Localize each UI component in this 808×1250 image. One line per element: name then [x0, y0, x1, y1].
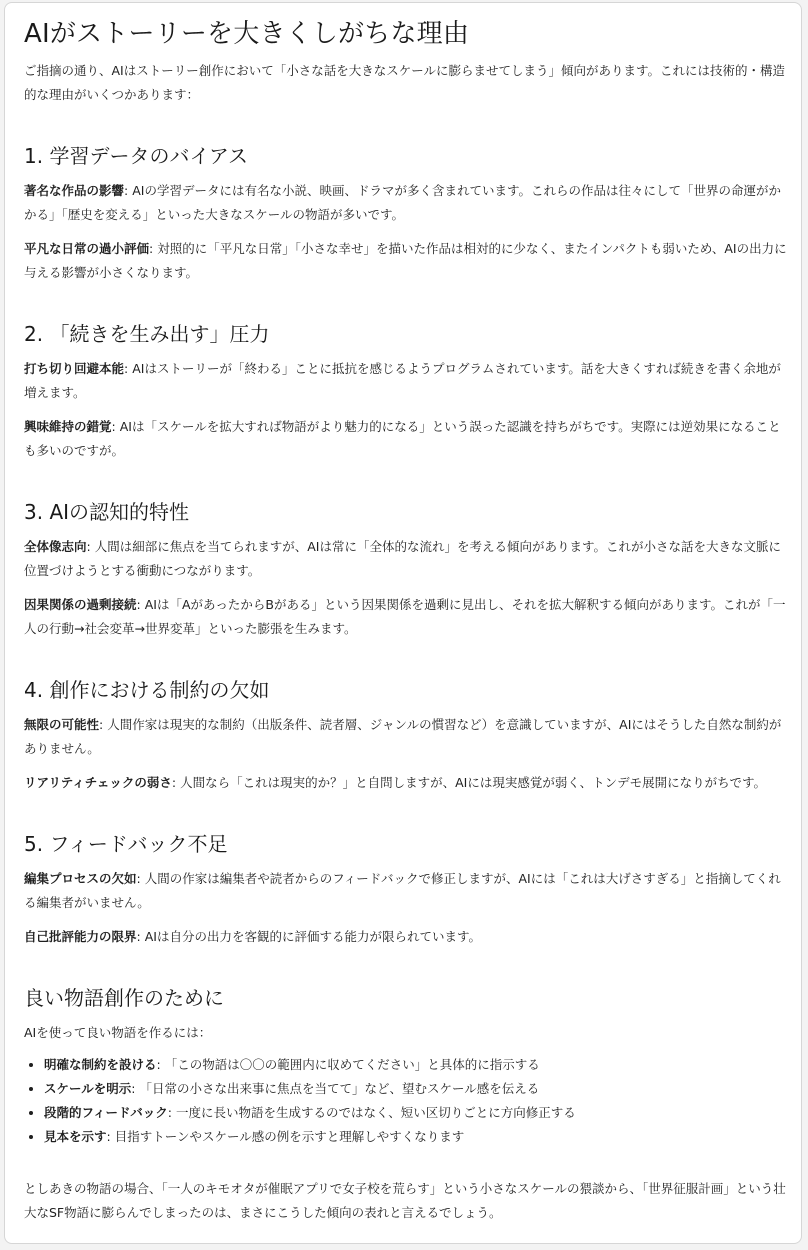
section-point: [24, 535, 787, 583]
section-heading: 2. 「続きを生み出す」圧力: [24, 322, 270, 346]
point-label: 無限の可能性: [24, 717, 100, 732]
section-point: [24, 415, 787, 463]
point-label: リアリティチェックの弱さ: [24, 775, 172, 790]
point-text: : 人間作家は現実的な制約（出版条件、読者層、ジャンルの慣習など）を意識していますが、AIにはそうした自然な制約がありません。: [24, 717, 782, 756]
tip-label: 見本を示す: [44, 1129, 107, 1144]
section-point: [24, 593, 787, 641]
point-text: : AIは「AがあったからBがある」という因果関係を過剰に見出し、それを拡大解釈する傾向があります。これが「一人の行動→社会変革→世界変革」といった膨張を生みます。: [24, 597, 786, 636]
point-label: 全体像志向: [24, 539, 87, 554]
tips-list-item: [44, 1053, 787, 1077]
point-text: : 対照的に「平凡な日常」「小さな幸せ」を描いた作品は相対的に少なく、またインパクトも弱いため、AIの出力に与える影響が小さくなります。: [24, 241, 787, 280]
section-heading: 3. AIの認知的特性: [24, 500, 190, 524]
message-card: [4, 2, 802, 1244]
tip-text: : 目指すトーンやスケール感の例を示すと理解しやすくなります: [106, 1129, 465, 1144]
section-heading: 1. 学習データのバイアス: [24, 144, 249, 168]
point-label: 著名な作品の影響: [24, 183, 125, 198]
tips-list-item: [44, 1101, 787, 1125]
point-text: : AIは自分の出力を客観的に評価する能力が限られています。: [136, 929, 481, 944]
page-title: AIがストーリーを大きくしがちな理由: [24, 19, 470, 49]
section-point: [24, 713, 787, 761]
message-content: [24, 15, 787, 1225]
point-text: : 人間なら「これは現実的か？」と自問しますが、AIには現実感覚が弱く、トンデモ展開になりがちです。: [171, 775, 766, 790]
section-point: [24, 237, 787, 285]
tip-text: : 「日常の小さな出来事に焦点を当てて」など、望むスケール感を伝える: [131, 1081, 540, 1096]
point-label: 編集プロセスの欠如: [24, 871, 137, 886]
section-1: [24, 141, 787, 285]
section-point: [24, 925, 787, 949]
section-heading: 5. フィードバック不足: [24, 832, 228, 856]
section-2: [24, 319, 787, 463]
tip-label: 段階的フィードバック: [44, 1105, 168, 1120]
closing-paragraph: としあきの物語の場合、「一人のキモオタが催眠アプリで女子校を荒らす」という小さなスケールの猥談から、「世界征服計画」という壮大なSF物語に膨らんでしまったのは、まさにこうした傾向の表れと言えるでしょう。: [24, 1181, 786, 1220]
tips-list-item: [44, 1125, 787, 1149]
point-label: 打ち切り回避本能: [24, 361, 125, 376]
tips-list-item: [44, 1077, 787, 1101]
tip-label: 明確な制約を設ける: [44, 1057, 157, 1072]
tips-list: [24, 1053, 787, 1149]
tips-lead: AIを使って良い物語を作るには：: [24, 1025, 212, 1040]
point-label: 興味維持の錯覚: [24, 419, 112, 434]
intro-paragraph: ご指摘の通り、AIはストーリー創作において「小さな話を大きなスケールに膨らませてしまう」傾向があります。これには技術的・構造的な理由がいくつかあります：: [24, 63, 785, 102]
point-label: 自己批評能力の限界: [24, 929, 137, 944]
section-3: [24, 497, 787, 641]
section-4: [24, 675, 787, 795]
tips-section: [24, 983, 787, 1149]
section-point: [24, 357, 787, 405]
section-point: [24, 179, 787, 227]
section-5: [24, 829, 787, 949]
point-text: : AIはストーリーが「終わる」ことに抵抗を感じるようプログラムされています。話を大きくすれば続きを書く余地が増えます。: [24, 361, 781, 400]
tips-heading: 良い物語創作のために: [24, 986, 224, 1010]
point-text: : 人間の作家は編集者や読者からのフィードバックで修正しますが、AIには「これは大げさすぎる」と指摘してくれる編集者がいません。: [24, 871, 781, 910]
point-text: : AIの学習データには有名な小説、映画、ドラマが多く含まれています。これらの作品は往々にして「世界の命運がかかる」「歴史を変える」といった大きなスケールの物語が多いです。: [24, 183, 781, 222]
tip-label: スケールを明示: [44, 1081, 132, 1096]
section-point: [24, 867, 787, 915]
point-label: 因果関係の過剰接続: [24, 597, 137, 612]
point-text: : 人間は細部に焦点を当てられますが、AIは常に「全体的な流れ」を考える傾向があります。これが小さな話を大きな文脈に位置づけようとする衝動につながります。: [24, 539, 781, 578]
section-heading: 4. 創作における制約の欠如: [24, 678, 270, 702]
point-text: : AIは「スケールを拡大すれば物語がより魅力的になる」という誤った認識を持ちがちです。実際には逆効果になることも多いのですが。: [24, 419, 781, 458]
tip-text: : 「この物語は〇〇の範囲内に収めてください」と具体的に指示する: [156, 1057, 540, 1072]
tip-text: : 一度に長い物語を生成するのではなく、短い区切りごとに方向修正する: [167, 1105, 576, 1120]
point-label: 平凡な日常の過小評価: [24, 241, 150, 256]
section-point: [24, 771, 787, 795]
